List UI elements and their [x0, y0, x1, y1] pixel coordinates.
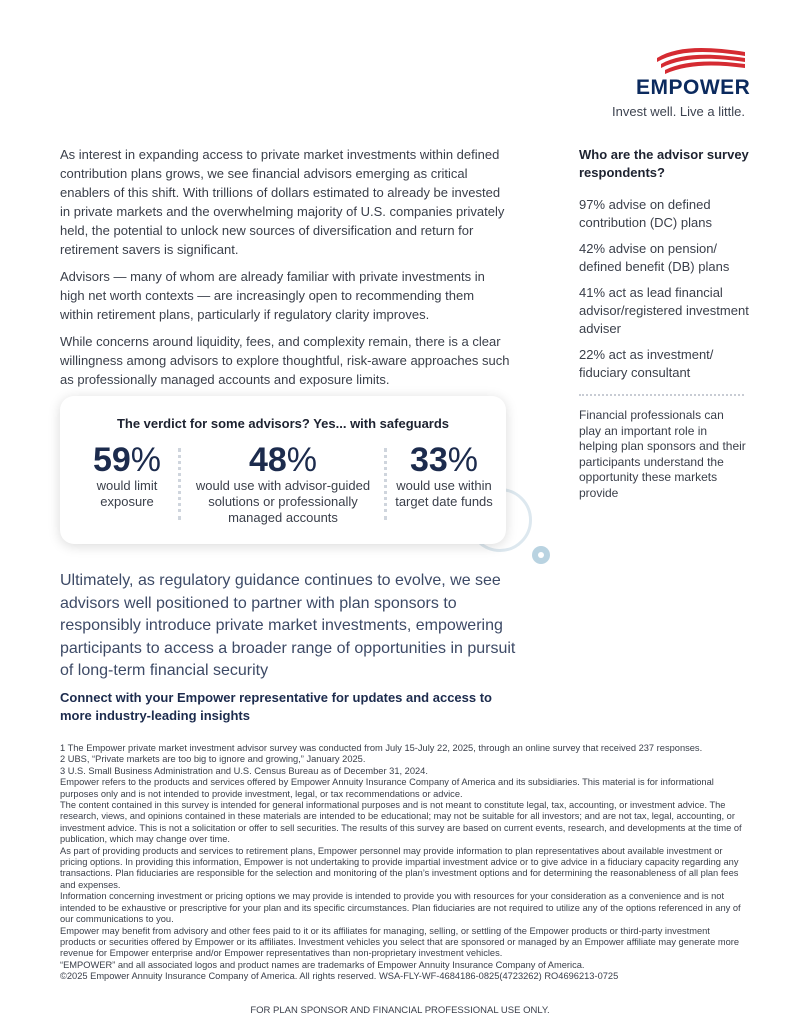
- call-to-action: Connect with your Empower representative for updates and access to more industry-leading insights: [60, 690, 492, 723]
- empower-logo: [600, 44, 750, 124]
- footnote: Empower refers to the products and services offered by Empower Annuity Insurance Company of America and its subsidiaries. This material is for informational purposes only and is not intended to provide investment, legal, or tax recommendations or advice.: [60, 777, 714, 799]
- footnote: “EMPOWER” and all associated logos and product names are trademarks of Empower Annuity Insurance Company of America.: [60, 959, 585, 970]
- sidebar-item: 97% advise on defined contribution (DC) plans: [579, 197, 712, 230]
- intro-paragraph: As interest in expanding access to private market investments within defined contribution plans grows, we see financial advisors emerging as critical enablers of this shift. With trillions of dollars estimated to already be invested in private markets and the overwhelming majority of U.S. companies privately held, the potential to unlock new sources of diversification and return for retirement savers is significant.: [60, 147, 505, 257]
- stat-unit: %: [447, 441, 479, 479]
- sidebar-item: 42% advise on pension/ defined benefit (DB) plans: [579, 241, 730, 274]
- footnote: Empower may benefit from advisory and other fees paid to it or its affiliates for managing, selling, or settling of the Empower products or third-party investment products or securities offered by Empower or its affiliates. Investment vehicles you select that are sponsored or managed by an Empower affiliate may generate more revenue for Empower enterprise and/or Empower representatives than non-proprietary investment vehicles.: [60, 925, 740, 959]
- stat-divider: [384, 448, 387, 520]
- footnote: 3 U.S. Small Business Administration and U.S. Census Bureau as of December 31, 2024.: [60, 765, 428, 776]
- stat-label: would use with advisor-guided solutions or professionally managed accounts: [195, 478, 371, 525]
- brand-name: EMPOWER: [636, 76, 751, 99]
- stat-divider: [178, 448, 181, 520]
- sidebar-note: Financial professionals can play an important role in helping plan sponsors and their participants understand the opportunity these markets provide: [579, 408, 746, 500]
- sidebar-item: 41% act as lead financial advisor/registered investment adviser: [579, 285, 749, 336]
- footnote: ©2025 Empower Annuity Insurance Company of America. All rights reserved. WSA-FLY-WF-4684186-0825(4723262) RO4696213-0725: [60, 971, 619, 982]
- respondents-sidebar: [579, 146, 749, 501]
- footnote: The content contained in this survey is intended for general informational purposes and is not meant to constitute legal, tax, accounting, or investment advice. The research, views, and opinions contained in these materials are intended to be educational; may not be suitable for all investors; and are not tax, legal, accounting, or investment advice. This is not a solicitation or offer to sell securities. The results of this survey are based on current events, research, and developments at the time of publication, which may change over time.: [60, 800, 742, 845]
- stat-advisor-guided: [190, 442, 376, 526]
- stat-target-date: [394, 442, 494, 510]
- verdict-card: [60, 396, 506, 544]
- stat-value: 48: [248, 441, 287, 479]
- stat-value: 33: [409, 441, 448, 479]
- stat-value: 59: [92, 441, 131, 479]
- stat-unit: %: [286, 441, 318, 479]
- footnote: Information concerning investment or pricing options we may provide is intended to provide you with resources for your consideration as a convenience and is not intended to be exhaustive or prescriptive for your plan and its specific circumstances. Plan fiduciaries are not required to utilize any of the options referenced in any of our communications to you.: [60, 891, 741, 925]
- intro-paragraph: While concerns around liquidity, fees, and complexity remain, there is a clear willingness among advisors to explore thoughtful, risk-aware approaches such as professionally managed accounts and exposure limits.: [60, 334, 510, 387]
- verdict-title: The verdict for some advisors? Yes... with safeguards: [116, 416, 450, 431]
- flag-swoosh-icon: [655, 44, 747, 76]
- dotted-divider: [579, 394, 744, 396]
- decorative-dot-icon: [532, 546, 550, 564]
- usage-notice: FOR PLAN SPONSOR AND FINANCIAL PROFESSIONAL USE ONLY.: [250, 1005, 550, 1016]
- conclusion-text: Ultimately, as regulatory guidance continues to evolve, we see advisors well positioned to partner with plan sponsors to responsibly introduce private market investments, empowering participants to access a broader range of opportunities in pursuit of long-term financial security: [60, 572, 516, 679]
- stat-label: would use within target date funds: [395, 478, 493, 509]
- stat-label: would limit exposure: [96, 478, 158, 509]
- intro-paragraph: Advisors — many of whom are already familiar with private investments in high net worth contexts — are increasingly open to recommending them within retirement plans, particularly if regulatory clarity improves.: [60, 269, 485, 322]
- brand-tagline: Invest well. Live a little.: [612, 104, 745, 119]
- footnotes: [60, 743, 744, 983]
- footnote: 2 UBS, “Private markets are too big to ignore and growing,” January 2025.: [60, 754, 366, 765]
- sidebar-item: 22% act as investment/ fiduciary consultant: [579, 347, 714, 380]
- footnote: 1 The Empower private market investment advisor survey was conducted from July 15-July 22, 2025, through an online survey that received 237 responses.: [60, 743, 703, 753]
- sidebar-title: Who are the advisor survey respondents?: [579, 147, 749, 180]
- intro-section: [60, 145, 510, 397]
- footnote: As part of providing products and services to retirement plans, Empower personnel may provide information to plan representatives about available investment or pricing options. In providing this information, Empower is not undertaking to provide impartial investment advice or to give advice in a fiduciary capacity regarding any transactions. Plan fiduciaries are responsible for the selection and monitoring of the plan’s investment options and for determining the reasonableness of all plan fees and expenses.: [60, 845, 739, 890]
- stat-limit-exposure: [80, 442, 174, 510]
- stat-unit: %: [130, 441, 162, 479]
